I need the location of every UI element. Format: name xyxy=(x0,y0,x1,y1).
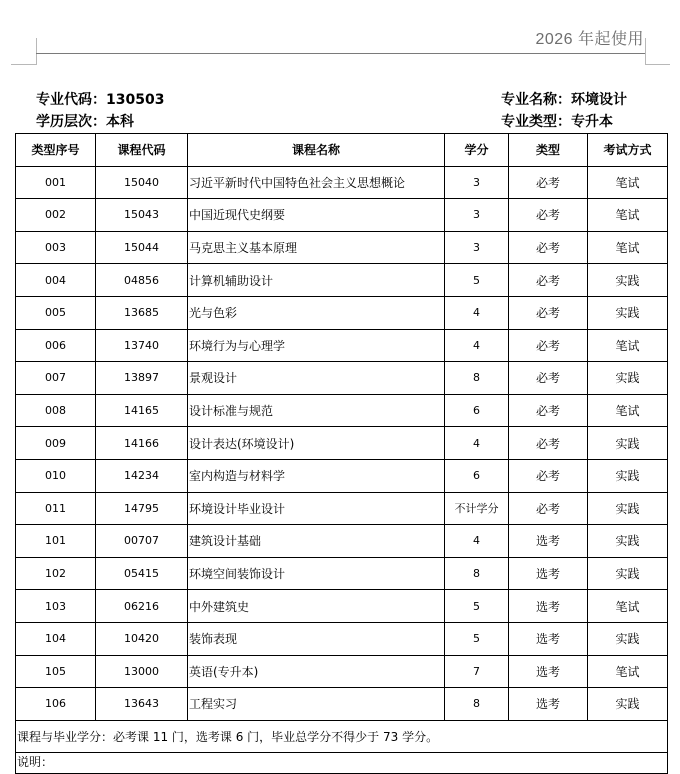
table-row xyxy=(16,231,668,264)
course-seq: 001 xyxy=(16,166,96,199)
course-name: 环境行为与心理学 xyxy=(188,329,445,362)
course-exam-method: 实践 xyxy=(588,688,668,721)
course-name: 英语(专升本) xyxy=(188,655,445,688)
course-code: 06216 xyxy=(96,590,188,623)
course-exam-method: 笔试 xyxy=(588,199,668,232)
course-type: 必考 xyxy=(509,427,588,460)
course-code: 14234 xyxy=(96,459,188,492)
course-credit: 5 xyxy=(445,264,509,297)
course-type: 选考 xyxy=(509,688,588,721)
table-row xyxy=(16,459,668,492)
course-type: 必考 xyxy=(509,166,588,199)
course-type: 必考 xyxy=(509,329,588,362)
course-seq: 011 xyxy=(16,492,96,525)
course-credit: 8 xyxy=(445,688,509,721)
course-name: 工程实习 xyxy=(188,688,445,721)
course-exam-method: 笔试 xyxy=(588,231,668,264)
course-type: 必考 xyxy=(509,362,588,395)
course-name: 马克思主义基本原理 xyxy=(188,231,445,264)
major-code-value: 130503 xyxy=(106,92,165,108)
course-credit: 4 xyxy=(445,296,509,329)
course-type: 必考 xyxy=(509,394,588,427)
major-name-label: 专业名称： xyxy=(501,92,571,108)
course-seq: 003 xyxy=(16,231,96,264)
course-code: 15043 xyxy=(96,199,188,232)
course-type: 选考 xyxy=(509,557,588,590)
course-name: 计算机辅助设计 xyxy=(188,264,445,297)
course-name: 景观设计 xyxy=(188,362,445,395)
education-level-label: 学历层次： xyxy=(36,114,106,130)
course-name: 习近平新时代中国特色社会主义思想概论 xyxy=(188,166,445,199)
course-code: 13685 xyxy=(96,296,188,329)
table-row xyxy=(16,622,668,655)
course-credit: 3 xyxy=(445,199,509,232)
education-level xyxy=(36,111,134,131)
table-row xyxy=(16,166,668,199)
course-code: 05415 xyxy=(96,557,188,590)
course-code: 13000 xyxy=(96,655,188,688)
crop-mark-right-vertical xyxy=(645,38,646,65)
course-name: 设计表达(环境设计) xyxy=(188,427,445,460)
course-credit: 4 xyxy=(445,525,509,558)
course-code: 10420 xyxy=(96,622,188,655)
course-type: 必考 xyxy=(509,296,588,329)
course-code: 14795 xyxy=(96,492,188,525)
notes-label: 说明： xyxy=(16,753,668,774)
table-row xyxy=(16,525,668,558)
course-exam-method: 实践 xyxy=(588,427,668,460)
notes-row xyxy=(16,753,668,774)
course-credit: 3 xyxy=(445,166,509,199)
table-row xyxy=(16,655,668,688)
table-row xyxy=(16,199,668,232)
course-exam-method: 实践 xyxy=(588,525,668,558)
course-exam-method: 实践 xyxy=(588,622,668,655)
table-row xyxy=(16,427,668,460)
course-code: 00707 xyxy=(96,525,188,558)
course-exam-method: 实践 xyxy=(588,492,668,525)
table-row xyxy=(16,296,668,329)
course-seq: 007 xyxy=(16,362,96,395)
course-credit: 7 xyxy=(445,655,509,688)
course-code: 14166 xyxy=(96,427,188,460)
education-level-value: 本科 xyxy=(106,114,134,130)
course-type: 选考 xyxy=(509,590,588,623)
course-credit: 4 xyxy=(445,329,509,362)
course-exam-method: 笔试 xyxy=(588,394,668,427)
course-name: 中国近现代史纲要 xyxy=(188,199,445,232)
course-code: 15040 xyxy=(96,166,188,199)
course-exam-method: 实践 xyxy=(588,296,668,329)
course-code: 13643 xyxy=(96,688,188,721)
course-code: 15044 xyxy=(96,231,188,264)
course-exam-method: 笔试 xyxy=(588,329,668,362)
table-header-row xyxy=(16,134,668,167)
course-credit: 3 xyxy=(445,231,509,264)
table-row xyxy=(16,557,668,590)
course-code: 14165 xyxy=(96,394,188,427)
course-credit: 6 xyxy=(445,459,509,492)
course-seq: 106 xyxy=(16,688,96,721)
crop-mark-left-vertical xyxy=(36,38,37,65)
course-name: 光与色彩 xyxy=(188,296,445,329)
course-credit: 8 xyxy=(445,362,509,395)
course-code: 04856 xyxy=(96,264,188,297)
course-exam-method: 实践 xyxy=(588,362,668,395)
course-seq: 005 xyxy=(16,296,96,329)
course-exam-method: 实践 xyxy=(588,557,668,590)
major-type-value: 专升本 xyxy=(571,114,613,130)
major-type xyxy=(501,111,613,131)
summary-row xyxy=(16,720,668,753)
course-seq: 004 xyxy=(16,264,96,297)
crop-mark-left-horizontal xyxy=(11,64,37,65)
course-type: 必考 xyxy=(509,492,588,525)
course-name: 设计标准与规范 xyxy=(188,394,445,427)
course-credit: 6 xyxy=(445,394,509,427)
course-credit: 8 xyxy=(445,557,509,590)
graduation-credit-summary: 课程与毕业学分：必考课 11 门，选考课 6 门，毕业总学分不得少于 73 学分。 xyxy=(16,720,668,753)
crop-mark-right-horizontal xyxy=(645,64,670,65)
course-exam-method: 笔试 xyxy=(588,166,668,199)
course-credit: 4 xyxy=(445,427,509,460)
course-credit: 5 xyxy=(445,590,509,623)
course-type: 必考 xyxy=(509,231,588,264)
course-table xyxy=(15,133,668,774)
course-exam-method: 实践 xyxy=(588,264,668,297)
course-type: 选考 xyxy=(509,525,588,558)
course-seq: 008 xyxy=(16,394,96,427)
table-row xyxy=(16,394,668,427)
column-header-seq: 类型序号 xyxy=(16,134,96,167)
header-rule xyxy=(36,53,645,54)
major-type-label: 专业类型： xyxy=(501,114,571,130)
major-code-label: 专业代码： xyxy=(36,92,106,108)
course-name: 中外建筑史 xyxy=(188,590,445,623)
course-seq: 010 xyxy=(16,459,96,492)
course-name: 室内构造与材料学 xyxy=(188,459,445,492)
major-name xyxy=(501,89,627,109)
column-header-name: 课程名称 xyxy=(188,134,445,167)
course-seq: 009 xyxy=(16,427,96,460)
table-row xyxy=(16,688,668,721)
course-credit: 不计学分 xyxy=(445,492,509,525)
course-exam-method: 笔试 xyxy=(588,590,668,623)
course-name: 环境设计毕业设计 xyxy=(188,492,445,525)
table-row xyxy=(16,590,668,623)
course-seq: 104 xyxy=(16,622,96,655)
course-type: 必考 xyxy=(509,264,588,297)
course-code: 13897 xyxy=(96,362,188,395)
course-seq: 002 xyxy=(16,199,96,232)
course-exam-method: 笔试 xyxy=(588,655,668,688)
course-type: 选考 xyxy=(509,622,588,655)
table-row xyxy=(16,492,668,525)
major-code xyxy=(36,89,164,109)
course-seq: 105 xyxy=(16,655,96,688)
major-name-value: 环境设计 xyxy=(571,92,627,108)
column-header-type: 类型 xyxy=(509,134,588,167)
course-type: 选考 xyxy=(509,655,588,688)
course-name: 装饰表现 xyxy=(188,622,445,655)
course-seq: 006 xyxy=(16,329,96,362)
course-credit: 5 xyxy=(445,622,509,655)
course-exam-method: 实践 xyxy=(588,459,668,492)
table-row xyxy=(16,362,668,395)
table-row xyxy=(16,264,668,297)
course-seq: 103 xyxy=(16,590,96,623)
course-type: 必考 xyxy=(509,459,588,492)
column-header-code: 课程代码 xyxy=(96,134,188,167)
course-code: 13740 xyxy=(96,329,188,362)
table-row xyxy=(16,329,668,362)
course-type: 必考 xyxy=(509,199,588,232)
course-name: 环境空间装饰设计 xyxy=(188,557,445,590)
year-note: 2026 年起使用 xyxy=(535,31,644,48)
course-name: 建筑设计基础 xyxy=(188,525,445,558)
column-header-exam: 考试方式 xyxy=(588,134,668,167)
course-seq: 101 xyxy=(16,525,96,558)
column-header-credit: 学分 xyxy=(445,134,509,167)
course-seq: 102 xyxy=(16,557,96,590)
